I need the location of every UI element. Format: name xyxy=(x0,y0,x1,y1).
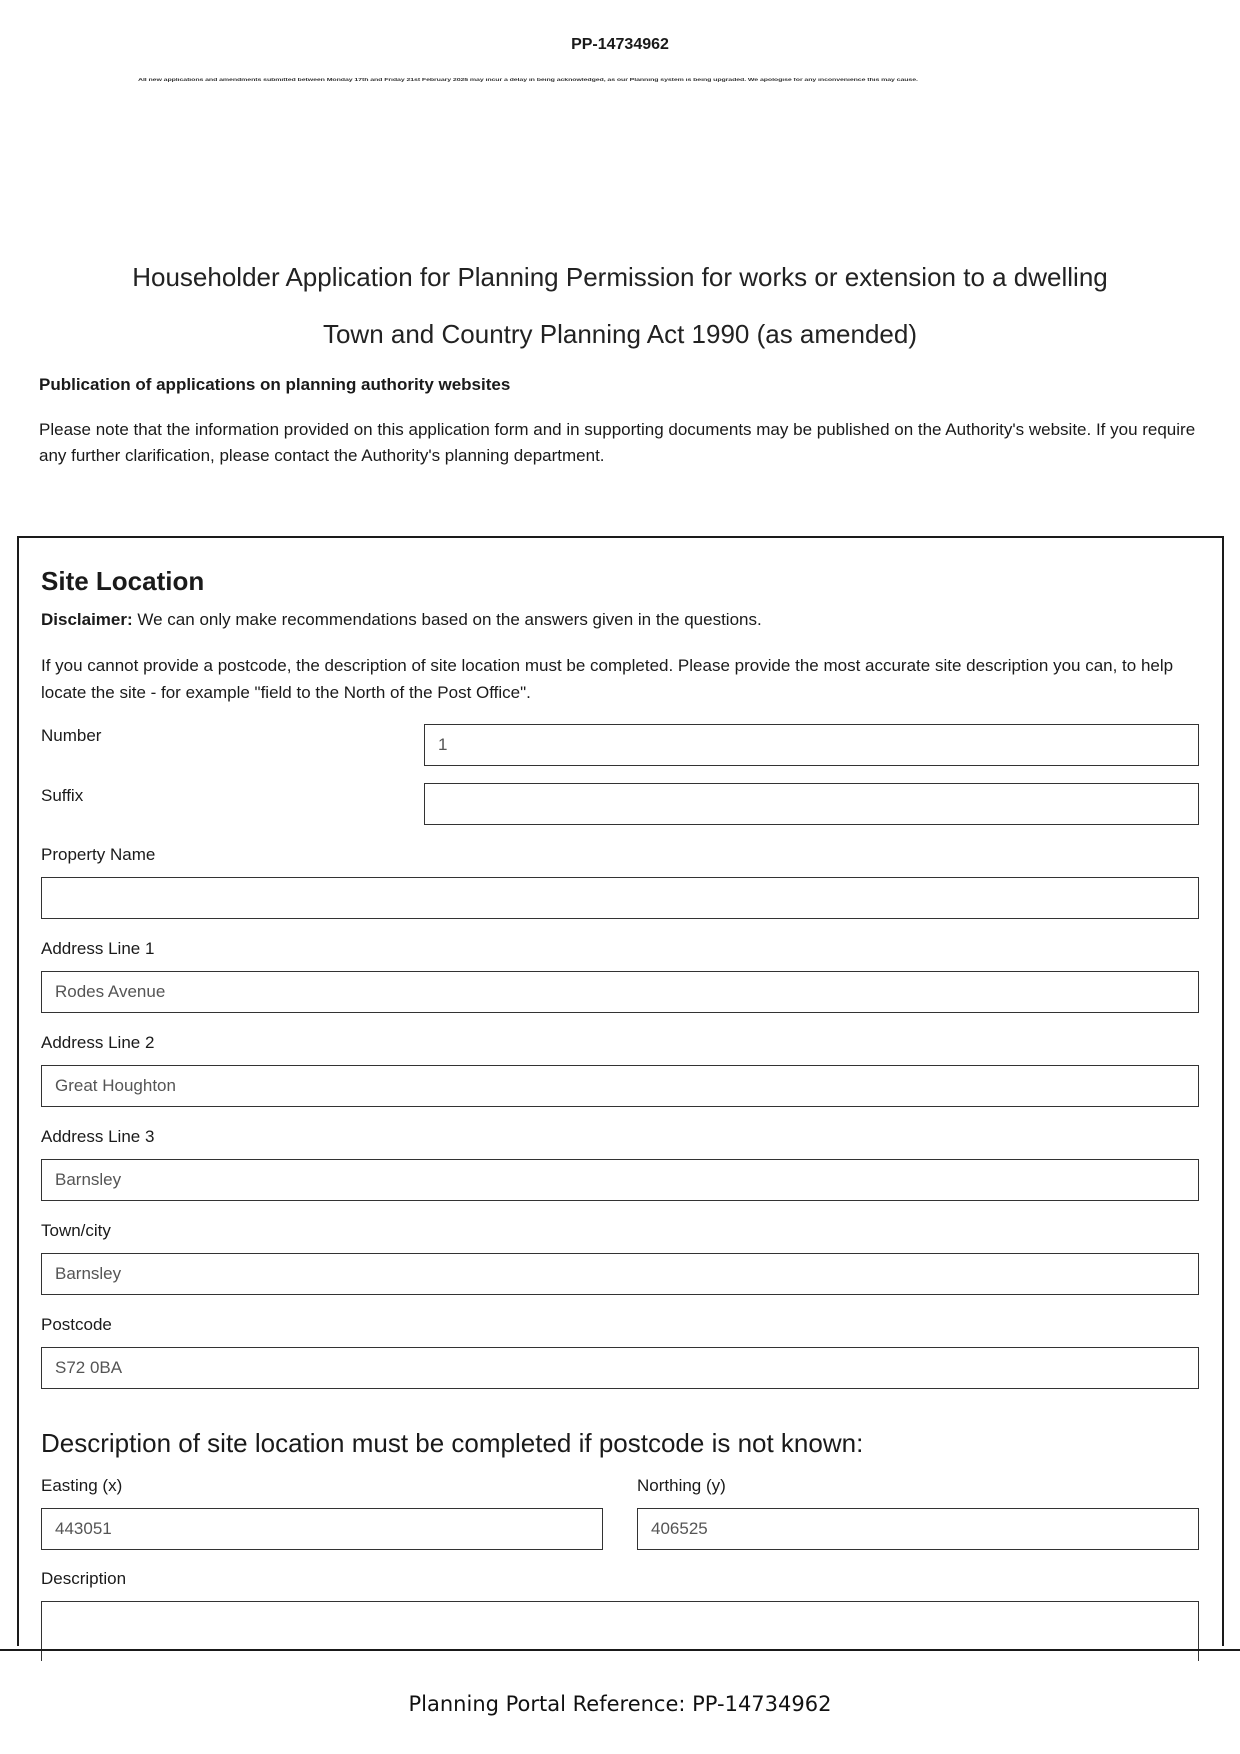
disclaimer-text: We can only make recommendations based on the answers given in the questions. xyxy=(132,610,762,629)
description-label: Description xyxy=(41,1569,127,1588)
address-line-3-label: Address Line 3 xyxy=(41,1127,155,1146)
easting-field[interactable]: 443051 xyxy=(41,1508,603,1550)
address-line-1-field[interactable]: Rodes Avenue xyxy=(41,971,1199,1013)
postcode-field[interactable]: S72 0BA xyxy=(41,1347,1199,1389)
number-field[interactable]: 1 xyxy=(424,724,1199,766)
property-name-field[interactable] xyxy=(41,877,1199,919)
form-title: Householder Application for Planning Permission for works or extension to a dwelling xyxy=(132,262,1108,292)
publication-text: Please note that the information provided on this application form and in supporting documents may be published on the Authority's website. If you require any further clarification, please contact the Authority's planning department. xyxy=(39,420,1196,465)
northing-field[interactable]: 406525 xyxy=(637,1508,1199,1550)
upgrade-notice: All new applications and amendments submitted between Monday 17th and Friday 21st February 2025 may incur a delay in being acknowledged, as our Planning system is being upgraded. We apologise for any inconvenience this may cause. xyxy=(138,78,918,83)
address-line-2-label: Address Line 2 xyxy=(41,1033,155,1052)
postcode-label: Postcode xyxy=(41,1315,112,1334)
number-label: Number xyxy=(41,726,102,745)
town-city-field[interactable]: Barnsley xyxy=(41,1253,1199,1295)
footer-reference: Planning Portal Reference: PP-14734962 xyxy=(408,1692,832,1716)
suffix-label: Suffix xyxy=(41,786,84,805)
disclaimer xyxy=(41,610,762,630)
address-line-1-label: Address Line 1 xyxy=(41,939,155,958)
section-title: Site Location xyxy=(41,566,205,596)
publication-heading: Publication of applications on planning authority websites xyxy=(39,375,511,394)
description-heading: Description of site location must be completed if postcode is not known: xyxy=(41,1428,864,1458)
form-act-title: Town and Country Planning Act 1990 (as amended) xyxy=(322,319,918,349)
reference-number: PP-14734962 xyxy=(571,36,669,53)
town-city-label: Town/city xyxy=(41,1221,111,1240)
address-line-3-field[interactable]: Barnsley xyxy=(41,1159,1199,1201)
footer-divider xyxy=(0,1649,1240,1651)
address-line-2-field[interactable]: Great Houghton xyxy=(41,1065,1199,1107)
description-field[interactable] xyxy=(41,1601,1199,1661)
northing-label: Northing (y) xyxy=(637,1476,726,1495)
property-name-label: Property Name xyxy=(41,845,156,864)
disclaimer-label: Disclaimer: xyxy=(41,610,133,629)
site-help-text: If you cannot provide a postcode, the description of site location must be completed. Please provide the most accurate site description you can, to help locate the site - for example "field to the North of the Post Office". xyxy=(41,656,1174,702)
easting-label: Easting (x) xyxy=(41,1476,123,1495)
suffix-field[interactable] xyxy=(424,783,1199,825)
site-location-section xyxy=(17,536,1224,1646)
